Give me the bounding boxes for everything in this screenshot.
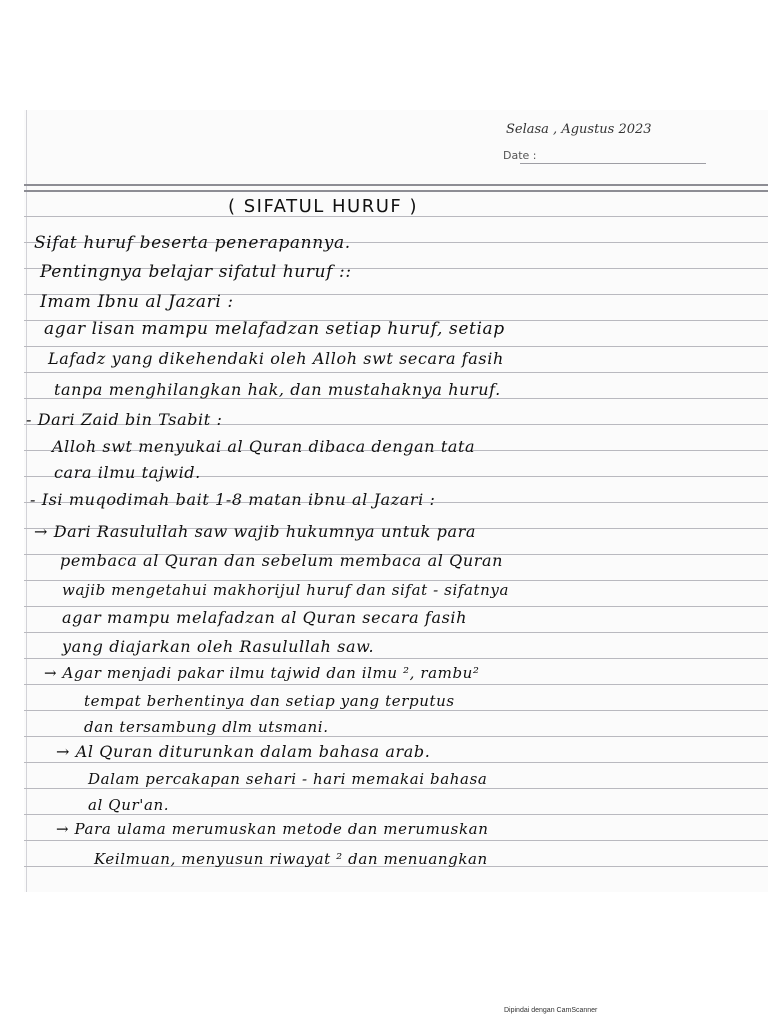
ruled-line <box>24 184 768 186</box>
handwritten-line: al Qur'an. <box>88 796 170 814</box>
handwritten-line: agar mampu melafadzan al Quran secara fasih <box>62 608 468 627</box>
handwritten-line: → Agar menjadi pakar ilmu tajwid dan ilmu ², rambu² <box>44 664 480 682</box>
ruled-line <box>24 606 768 607</box>
handwritten-date: Selasa , Agustus 2023 <box>506 122 652 137</box>
handwritten-line: yang diajarkan oleh Rasulullah saw. <box>62 637 375 656</box>
ruled-line <box>24 658 768 659</box>
handwritten-line: tempat berhentinya dan setiap yang terputus <box>84 692 455 710</box>
ruled-line <box>24 814 768 815</box>
ruled-line <box>24 762 768 763</box>
handwritten-line: tanpa menghilangkan hak, dan mustahaknya huruf. <box>54 380 501 399</box>
page-title: ( SIFATUL HURUF ) <box>228 196 419 217</box>
date-label: Date : <box>503 149 537 162</box>
handwritten-line: - Isi muqodimah bait 1-8 matan ibnu al Jazari : <box>30 490 436 509</box>
handwritten-line: Imam Ibnu al Jazari : <box>40 292 234 312</box>
handwritten-line: Keilmuan, menyusun riwayat ² dan menuangkan <box>94 850 488 868</box>
handwritten-line: Lafadz yang dikehendaki oleh Alloh swt secara fasih <box>48 349 504 368</box>
ruled-line <box>24 372 768 373</box>
handwritten-line: pembaca al Quran dan sebelum membaca al Quran <box>60 551 504 570</box>
handwritten-line: wajib mengetahui makhorijul huruf dan sifat - sifatnya <box>62 581 510 599</box>
handwritten-line: → Al Quran diturunkan dalam bahasa arab. <box>56 742 431 761</box>
handwritten-line: Alloh swt menyukai al Quran dibaca dengan tata <box>52 437 476 456</box>
ruled-line <box>24 632 768 633</box>
handwritten-line: Dalam percakapan sehari - hari memakai bahasa <box>88 770 488 788</box>
handwritten-line: Pentingnya belajar sifatul huruf :: <box>40 262 352 282</box>
ruled-line <box>24 684 768 685</box>
ruled-line <box>24 346 768 347</box>
handwritten-line: agar lisan mampu melafadzan setiap huruf, setiap <box>44 319 505 339</box>
ruled-line <box>24 736 768 737</box>
handwritten-line: - Dari Zaid bin Tsabit : <box>26 410 223 429</box>
ruled-line <box>24 190 768 192</box>
handwritten-line: cara ilmu tajwid. <box>54 463 201 482</box>
scanner-watermark: Dipindai dengan CamScanner <box>504 1007 598 1014</box>
ruled-line <box>24 788 768 789</box>
ruled-line <box>24 710 768 711</box>
handwritten-line: dan tersambung dlm utsmani. <box>84 718 329 736</box>
handwritten-line: → Dari Rasulullah saw wajib hukumnya untuk para <box>34 522 476 541</box>
ruled-line <box>24 840 768 841</box>
page-margin-line <box>26 110 27 892</box>
date-underline <box>520 163 706 164</box>
handwritten-line: Sifat huruf beserta penerapannya. <box>34 233 351 253</box>
handwritten-line: → Para ulama merumuskan metode dan merumuskan <box>56 820 489 838</box>
